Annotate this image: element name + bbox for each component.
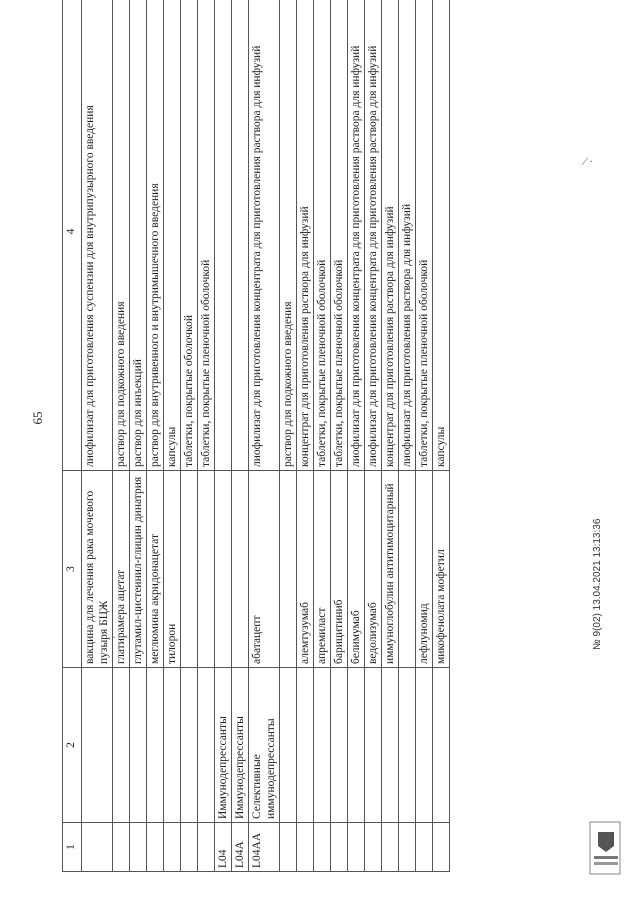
cell-code: [82, 823, 113, 872]
cell-code: L04: [215, 823, 232, 872]
table-row: [82, 0, 113, 872]
table-row: [130, 0, 147, 872]
cell-group: [331, 668, 348, 823]
cell-form: раствор для внутривенного и внутримышечного введения: [147, 0, 164, 471]
cell-drug: барицитиниб: [331, 471, 348, 668]
cell-drug: глатирамера ацетат: [113, 471, 130, 668]
cell-code: [314, 823, 331, 872]
cell-code: [113, 823, 130, 872]
cell-code: [331, 823, 348, 872]
table-row: [198, 0, 215, 872]
cell-group: Иммунодепрессанты: [232, 668, 249, 823]
cell-drug: микофенолата мофетил: [433, 471, 450, 668]
table-row: [331, 0, 348, 872]
cell-code: [348, 823, 365, 872]
cell-drug: лефлуномид: [416, 471, 433, 668]
registration-stamp-text: № 9(02) 13.04.2021 13:13:36: [592, 518, 603, 650]
table-row: [416, 0, 433, 872]
cell-drug: [280, 471, 297, 668]
cell-group: [82, 668, 113, 823]
cell-form: [215, 0, 232, 471]
cell-form: раствор для подкожного введения: [280, 0, 297, 471]
cell-drug: глутамил-цистеинил-глицин динатрия: [130, 471, 147, 668]
cell-code: [181, 823, 198, 872]
cell-code: [399, 823, 416, 872]
cell-code: [297, 823, 314, 872]
column-header-4: 4: [63, 0, 82, 471]
table-row: [113, 0, 130, 872]
cell-form: раствор для подкожного введения: [113, 0, 130, 471]
cell-group: [130, 668, 147, 823]
cell-group: [382, 668, 399, 823]
cell-drug: [399, 471, 416, 668]
cell-drug: абатацепт: [249, 471, 280, 668]
cell-form: лиофилизат для приготовления раствора для инфузий: [399, 0, 416, 471]
cell-code: [416, 823, 433, 872]
cell-code: [130, 823, 147, 872]
cell-group: [164, 668, 181, 823]
cell-code: [433, 823, 450, 872]
cell-form: таблетки, покрытые пленочной оболочкой: [416, 0, 433, 471]
column-header-3: 3: [63, 471, 82, 668]
cell-form: капсулы: [433, 0, 450, 471]
cell-group: [297, 668, 314, 823]
cell-group: [181, 668, 198, 823]
cell-drug: вакцина для лечения рака мочевого пузыря БЦЖ: [82, 471, 113, 668]
cell-drug: алемтузумаб: [297, 471, 314, 668]
page-number: 65: [30, 411, 45, 425]
cell-group: [416, 668, 433, 823]
cell-code: [147, 823, 164, 872]
table-row: [382, 0, 399, 872]
cell-code: L04A: [232, 823, 249, 872]
table-row: [297, 0, 314, 872]
cell-form: раствор для инъекций: [130, 0, 147, 471]
column-header-1: 1: [63, 823, 82, 872]
cell-group: [348, 668, 365, 823]
table-row: [348, 0, 365, 872]
cell-code: [280, 823, 297, 872]
cell-drug: апремиласт: [314, 471, 331, 668]
pen-mark: ⁄ ·: [584, 154, 593, 168]
table-row: [280, 0, 297, 872]
table-row: [232, 0, 249, 872]
cell-group: [113, 668, 130, 823]
cell-group: Иммунодепрессанты: [215, 668, 232, 823]
cell-code: [382, 823, 399, 872]
cell-group: [198, 668, 215, 823]
cell-form: таблетки, покрытые оболочкой: [181, 0, 198, 471]
cell-drug: меглюмина акридонацетат: [147, 471, 164, 668]
cell-drug: [181, 471, 198, 668]
cell-form: лиофилизат для приготовления концентрата для приготовления раствора для инфузий: [249, 0, 280, 471]
cell-group: [280, 668, 297, 823]
table-row: [314, 0, 331, 872]
drug-table: [62, 0, 450, 872]
table-header-row: [63, 0, 82, 872]
cell-group: [365, 668, 382, 823]
cell-code: [164, 823, 181, 872]
table-row: [399, 0, 416, 872]
table-row: [365, 0, 382, 872]
cell-drug: белимумаб: [348, 471, 365, 668]
table-row: [249, 0, 280, 872]
table-row: [164, 0, 181, 872]
cell-form: концентрат для приготовления раствора для инфузий: [297, 0, 314, 471]
cell-group: [399, 668, 416, 823]
cell-form: лиофилизат для приготовления суспензии для внутрипузырного введения: [82, 0, 113, 471]
cell-drug: [215, 471, 232, 668]
cell-form: [232, 0, 249, 471]
table-row: [215, 0, 232, 872]
document-sheet: [62, 0, 582, 872]
cell-code: [365, 823, 382, 872]
cell-group: [147, 668, 164, 823]
table-row: [433, 0, 450, 872]
cell-drug: [198, 471, 215, 668]
pen-mark: ·: [112, 630, 116, 644]
cell-drug: тилорон: [164, 471, 181, 668]
emblem-seal-icon: [586, 820, 626, 878]
cell-drug: ведолизумаб: [365, 471, 382, 668]
cell-form: таблетки, покрытые пленочной оболочкой: [198, 0, 215, 471]
column-header-2: 2: [63, 668, 82, 823]
table-row: [147, 0, 164, 872]
cell-form: капсулы: [164, 0, 181, 471]
cell-form: концентрат для приготовления раствора для инфузий: [382, 0, 399, 471]
cell-group: [433, 668, 450, 823]
cell-form: таблетки, покрытые пленочной оболочкой: [331, 0, 348, 471]
cell-drug: [232, 471, 249, 668]
cell-drug: иммуноглобулин антитимоцитарный: [382, 471, 399, 668]
cell-form: таблетки, покрытые пленочной оболочкой: [314, 0, 331, 471]
cell-group: Селективные иммунодепрессанты: [249, 668, 280, 823]
cell-code: L04AA: [249, 823, 280, 872]
cell-group: [314, 668, 331, 823]
cell-form: лиофилизат для приготовления концентрата для приготовления раствора для инфузий: [348, 0, 365, 471]
table-row: [181, 0, 198, 872]
cell-code: [198, 823, 215, 872]
cell-form: лиофилизат для приготовления концентрата для приготовления раствора для инфузий: [365, 0, 382, 471]
